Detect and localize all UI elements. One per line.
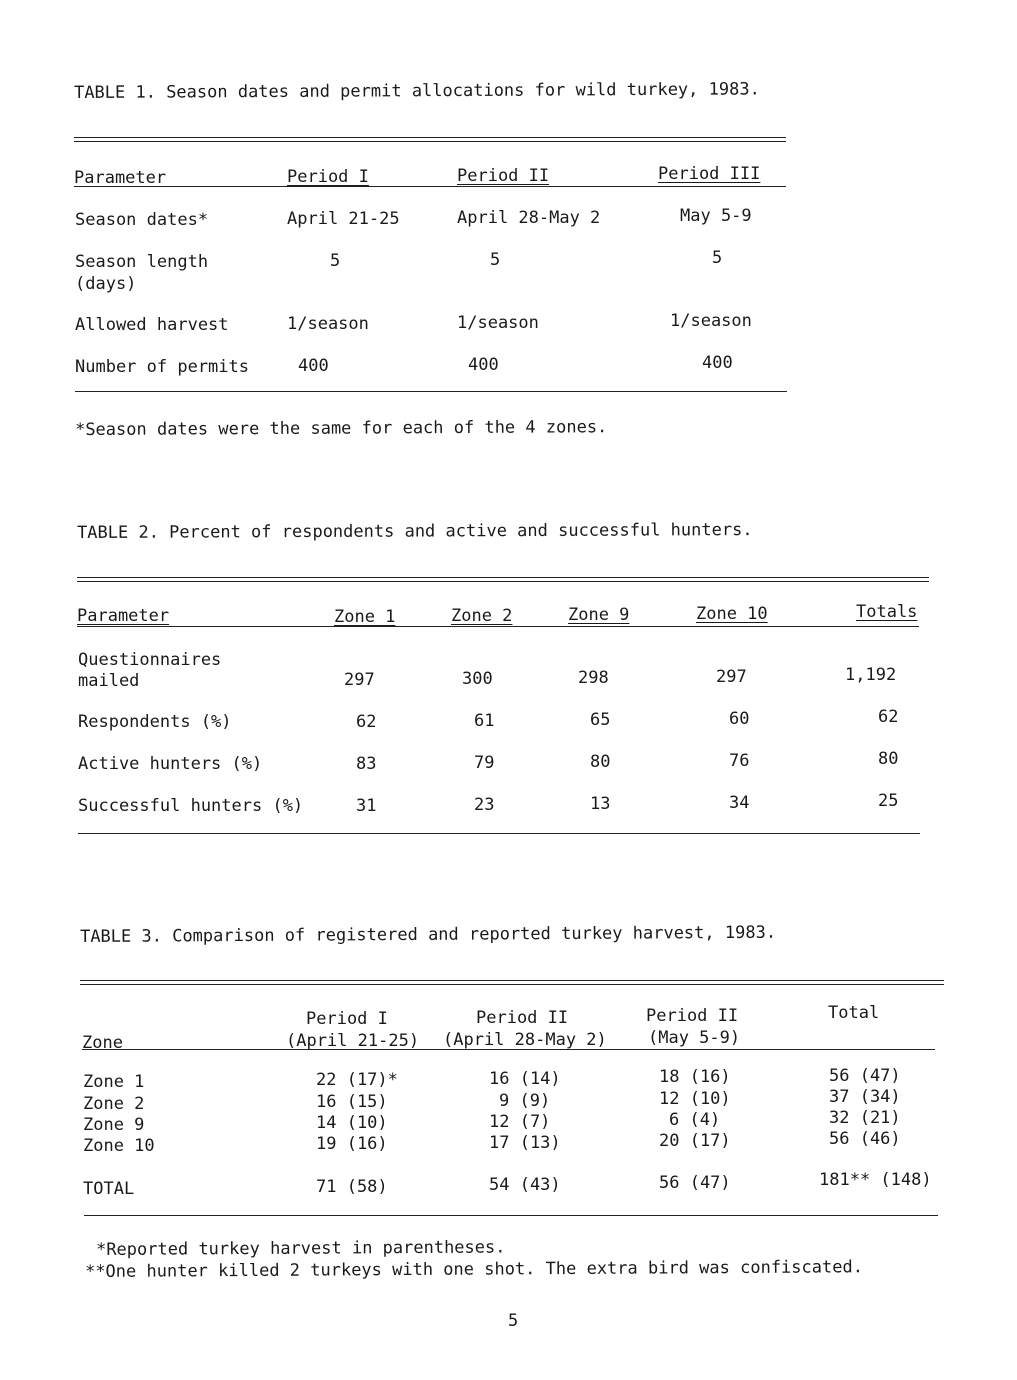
table-2-cell: 83 [356, 754, 377, 774]
table-3-caption: TABLE 3. Comparison of registered and reported turkey harvest, 1983. [80, 922, 777, 947]
table-1-cell: 5 [712, 248, 723, 268]
table-3-total-cell: 71 (58) [316, 1177, 388, 1197]
table-2-cell: 300 [462, 669, 493, 689]
table-3-cell: 14 (10) [316, 1113, 388, 1133]
table-2-cell: 76 [729, 751, 750, 771]
table-1-cell: 400 [298, 356, 329, 376]
table-1-cell: April 21-25 [287, 209, 400, 229]
table-2-header-zone-1: Zone 1 [334, 607, 396, 627]
table-2-cell: 80 [590, 752, 611, 772]
table-3-cell: 37 (34) [829, 1087, 901, 1107]
table-1-header-parameter: Parameter [74, 168, 167, 188]
table-1-cell: May 5-9 [680, 206, 752, 226]
table-1-bottom-rule [75, 391, 787, 392]
table-3-cell: 22 (17)* [316, 1070, 398, 1090]
table-3-cell: 12 (10) [659, 1089, 731, 1109]
table-2-cell: 31 [356, 796, 377, 816]
table-2-cell: 62 [878, 707, 899, 727]
table-1-header-period-3: Period III [658, 164, 761, 184]
table-1-cell: 5 [330, 251, 341, 271]
table-3-total-cell: 181** (148) [819, 1170, 932, 1190]
table-1-cell: Season dates* [75, 210, 209, 230]
table-3-cell: 56 (46) [829, 1129, 901, 1149]
table-1-cell: 1/season [287, 314, 369, 334]
table-3-zone-label: Zone 10 [83, 1136, 155, 1156]
table-3-zone-label: Zone 2 [83, 1094, 145, 1114]
page-number: 5 [508, 1311, 519, 1331]
table-1-cell: 400 [702, 353, 733, 373]
table-3-top-rule [80, 980, 944, 985]
table-3-total-cell: 54 (43) [489, 1175, 561, 1195]
table-2-cell: Active hunters (%) [78, 754, 263, 774]
table-3-header-total: Total [828, 1003, 880, 1023]
table-1-cell: 5 [490, 250, 501, 270]
table-1-cell: 1/season [457, 313, 539, 333]
table-3-cell: 16 (14) [489, 1069, 561, 1089]
table-3-header-period-3-line1: Period II [646, 1006, 739, 1026]
table-1-cell: 1/season [670, 311, 752, 331]
table-3-cell: 20 (17) [659, 1131, 731, 1151]
table-2-cell: 297 [344, 670, 375, 690]
table-2-cell: 61 [474, 711, 495, 731]
table-2-header-rule [77, 626, 919, 627]
table-2-cell: 13 [590, 794, 611, 814]
table-2-cell: Questionnaires [78, 650, 222, 670]
table-2-cell: 25 [878, 791, 899, 811]
table-3-header-period-2-line1: Period II [476, 1008, 569, 1028]
table-3-zone-label: Zone 9 [83, 1115, 145, 1135]
table-1-header-rule [74, 186, 786, 187]
table-3-cell: 16 (15) [316, 1092, 388, 1112]
table-3-cell: 19 (16) [316, 1134, 388, 1154]
table-1-cell: April 28-May 2 [457, 208, 601, 228]
table-3-cell: 9 (9) [499, 1091, 551, 1111]
table-1-cell: Allowed harvest [75, 315, 229, 335]
table-1-cell: Season length [75, 252, 209, 272]
table-3-footnote-2: **One hunter killed 2 turkeys with one shot. The extra bird was confiscated. [85, 1257, 863, 1282]
table-3-header-rule [82, 1049, 935, 1050]
table-2-cell: Respondents (%) [78, 712, 232, 732]
table-3-footnote-1: *Reported turkey harvest in parentheses. [96, 1237, 506, 1260]
table-1-top-rule [74, 137, 786, 142]
table-3-total-cell: 56 (47) [659, 1173, 731, 1193]
table-1-caption: TABLE 1. Season dates and permit allocations for wild turkey, 1983. [74, 79, 760, 103]
table-3-cell: 32 (21) [829, 1108, 901, 1128]
table-3-header-period-1-line2: (April 21-25) [286, 1031, 420, 1051]
table-2-cell: 80 [878, 749, 899, 769]
table-2-header-totals: Totals [856, 602, 918, 622]
table-2-cell: 65 [590, 710, 611, 730]
table-2-cell: 1,192 [845, 665, 897, 685]
table-3-total-label: TOTAL [83, 1179, 135, 1199]
table-1-cell-cont: (days) [75, 274, 137, 294]
table-2-cell: 34 [729, 793, 750, 813]
table-1-header-period-1: Period I [287, 167, 369, 187]
table-3-header-period-1-line1: Period I [306, 1009, 388, 1029]
table-2-header-parameter: Parameter [77, 606, 170, 626]
table-3-cell: 18 (16) [659, 1067, 731, 1087]
table-3-header-period-2-line2: (April 28-May 2) [443, 1030, 607, 1050]
table-2-caption: TABLE 2. Percent of respondents and active and successful hunters. [77, 520, 753, 543]
table-2-cell: 79 [474, 753, 495, 773]
table-3-bottom-rule [84, 1215, 938, 1216]
table-2-top-rule [77, 577, 929, 582]
table-2-cell: 298 [578, 668, 609, 688]
table-2-cell: 297 [716, 667, 747, 687]
table-3-cell: 56 (47) [829, 1066, 901, 1086]
table-1-footnote: *Season dates were the same for each of the 4 zones. [75, 417, 608, 440]
table-1-header-period-2: Period II [457, 166, 550, 186]
table-2-bottom-rule [78, 833, 920, 834]
table-2-header-zone-10: Zone 10 [696, 604, 768, 624]
table-2-header-zone-2: Zone 2 [451, 606, 513, 626]
table-3-cell: 6 (4) [669, 1110, 721, 1130]
table-3-header-period-3-line2: (May 5-9) [648, 1028, 741, 1048]
table-2-cell: mailed [78, 671, 140, 691]
table-2-cell: 62 [356, 712, 377, 732]
table-2-cell: 23 [474, 795, 495, 815]
table-1-cell: Number of permits [75, 357, 249, 377]
table-2-cell: Successful hunters (%) [78, 796, 304, 816]
table-3-cell: 17 (13) [489, 1133, 561, 1153]
table-2-cell: 60 [729, 709, 750, 729]
table-3-header-zone: Zone [82, 1033, 123, 1053]
table-3-zone-label: Zone 1 [83, 1072, 145, 1092]
table-1-cell: 400 [468, 355, 499, 375]
table-2-header-zone-9: Zone 9 [568, 605, 630, 625]
table-3-cell: 12 (7) [489, 1112, 551, 1132]
